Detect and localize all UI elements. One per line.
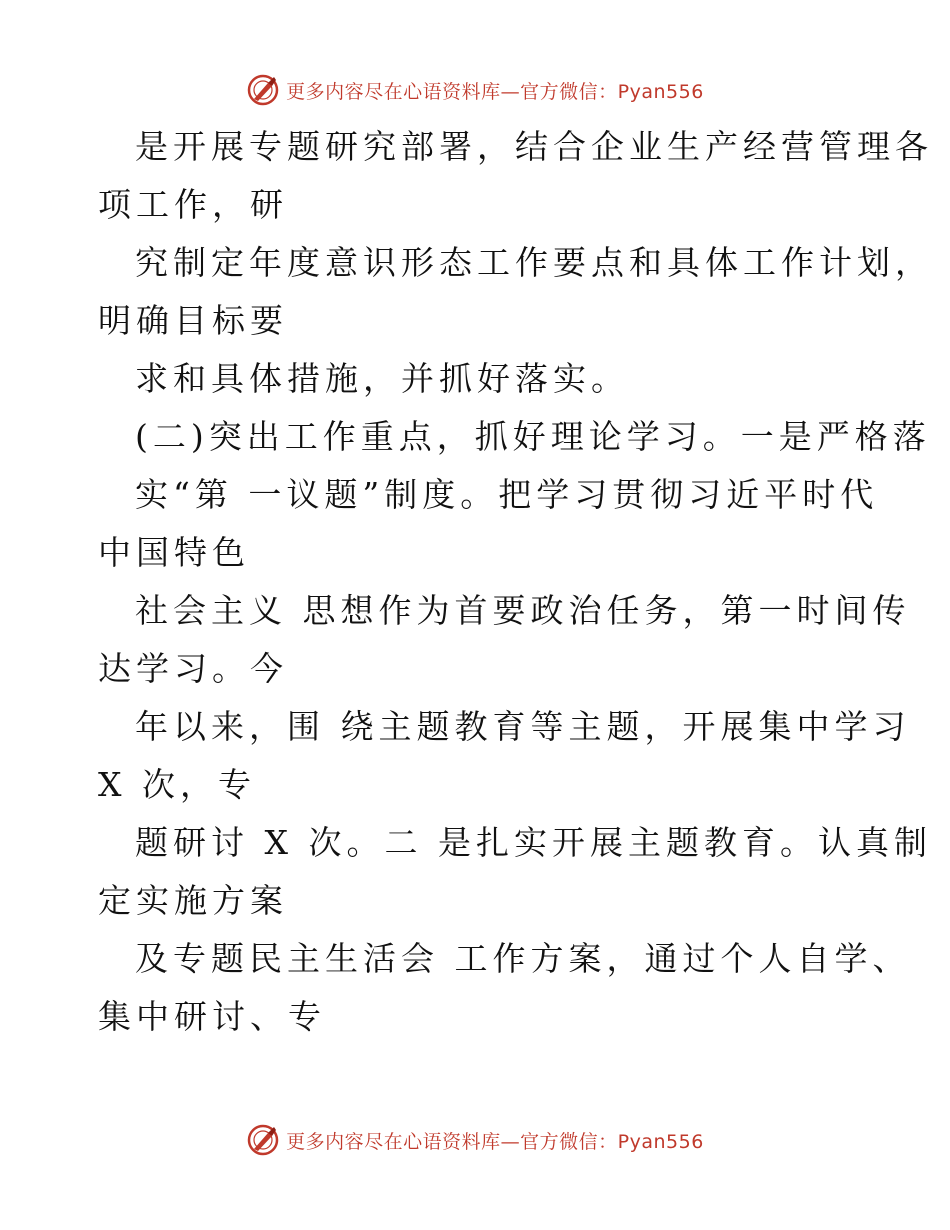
text-line: 定实施方案 xyxy=(98,881,288,920)
text-line: 题研讨 X 次。二 是扎实开展主题教育。认真制 xyxy=(135,823,932,862)
watermark-text: 更多内容尽在心语资料库—官方微信： xyxy=(286,80,618,103)
document-body xyxy=(98,118,933,1046)
footer-watermark xyxy=(0,1120,950,1160)
header-watermark xyxy=(0,70,950,110)
text-line: 集中研讨、专 xyxy=(98,997,326,1036)
text-line: 明确目标要 xyxy=(98,301,288,340)
watermark-wechat-id: Pyan556 xyxy=(617,80,704,103)
text-line: X 次，专 xyxy=(98,765,256,804)
pen-nib-circle-icon xyxy=(246,1123,280,1157)
text-line: 实“第 一议题”制度。把学习贯彻习近平时代 xyxy=(135,475,879,514)
text-line: 究制定年度意识形态工作要点和具体工作计划， xyxy=(135,243,933,282)
text-line: 中国特色 xyxy=(98,533,250,572)
text-line: 达学习。今 xyxy=(98,649,288,688)
text-line: (二)突出工作重点，抓好理论学习。一是严格落 xyxy=(135,417,931,456)
watermark-text: 更多内容尽在心语资料库—官方微信： xyxy=(286,1130,618,1153)
text-line: 求和具体措施，并抓好落实。 xyxy=(135,359,629,398)
text-line: 是开展专题研究部署，结合企业生产经营管理各 xyxy=(135,127,933,166)
text-line: 及专题民主生活会 工作方案，通过个人自学、 xyxy=(135,939,911,978)
text-line: 项工作，研 xyxy=(98,185,288,224)
watermark-wechat-id: Pyan556 xyxy=(617,1130,704,1153)
text-line: 年以来，围 绕主题教育等主题，开展集中学习 xyxy=(135,707,911,746)
pen-nib-circle-icon xyxy=(246,73,280,107)
text-line: 社会主义 思想作为首要政治任务，第一时间传 xyxy=(135,591,911,630)
